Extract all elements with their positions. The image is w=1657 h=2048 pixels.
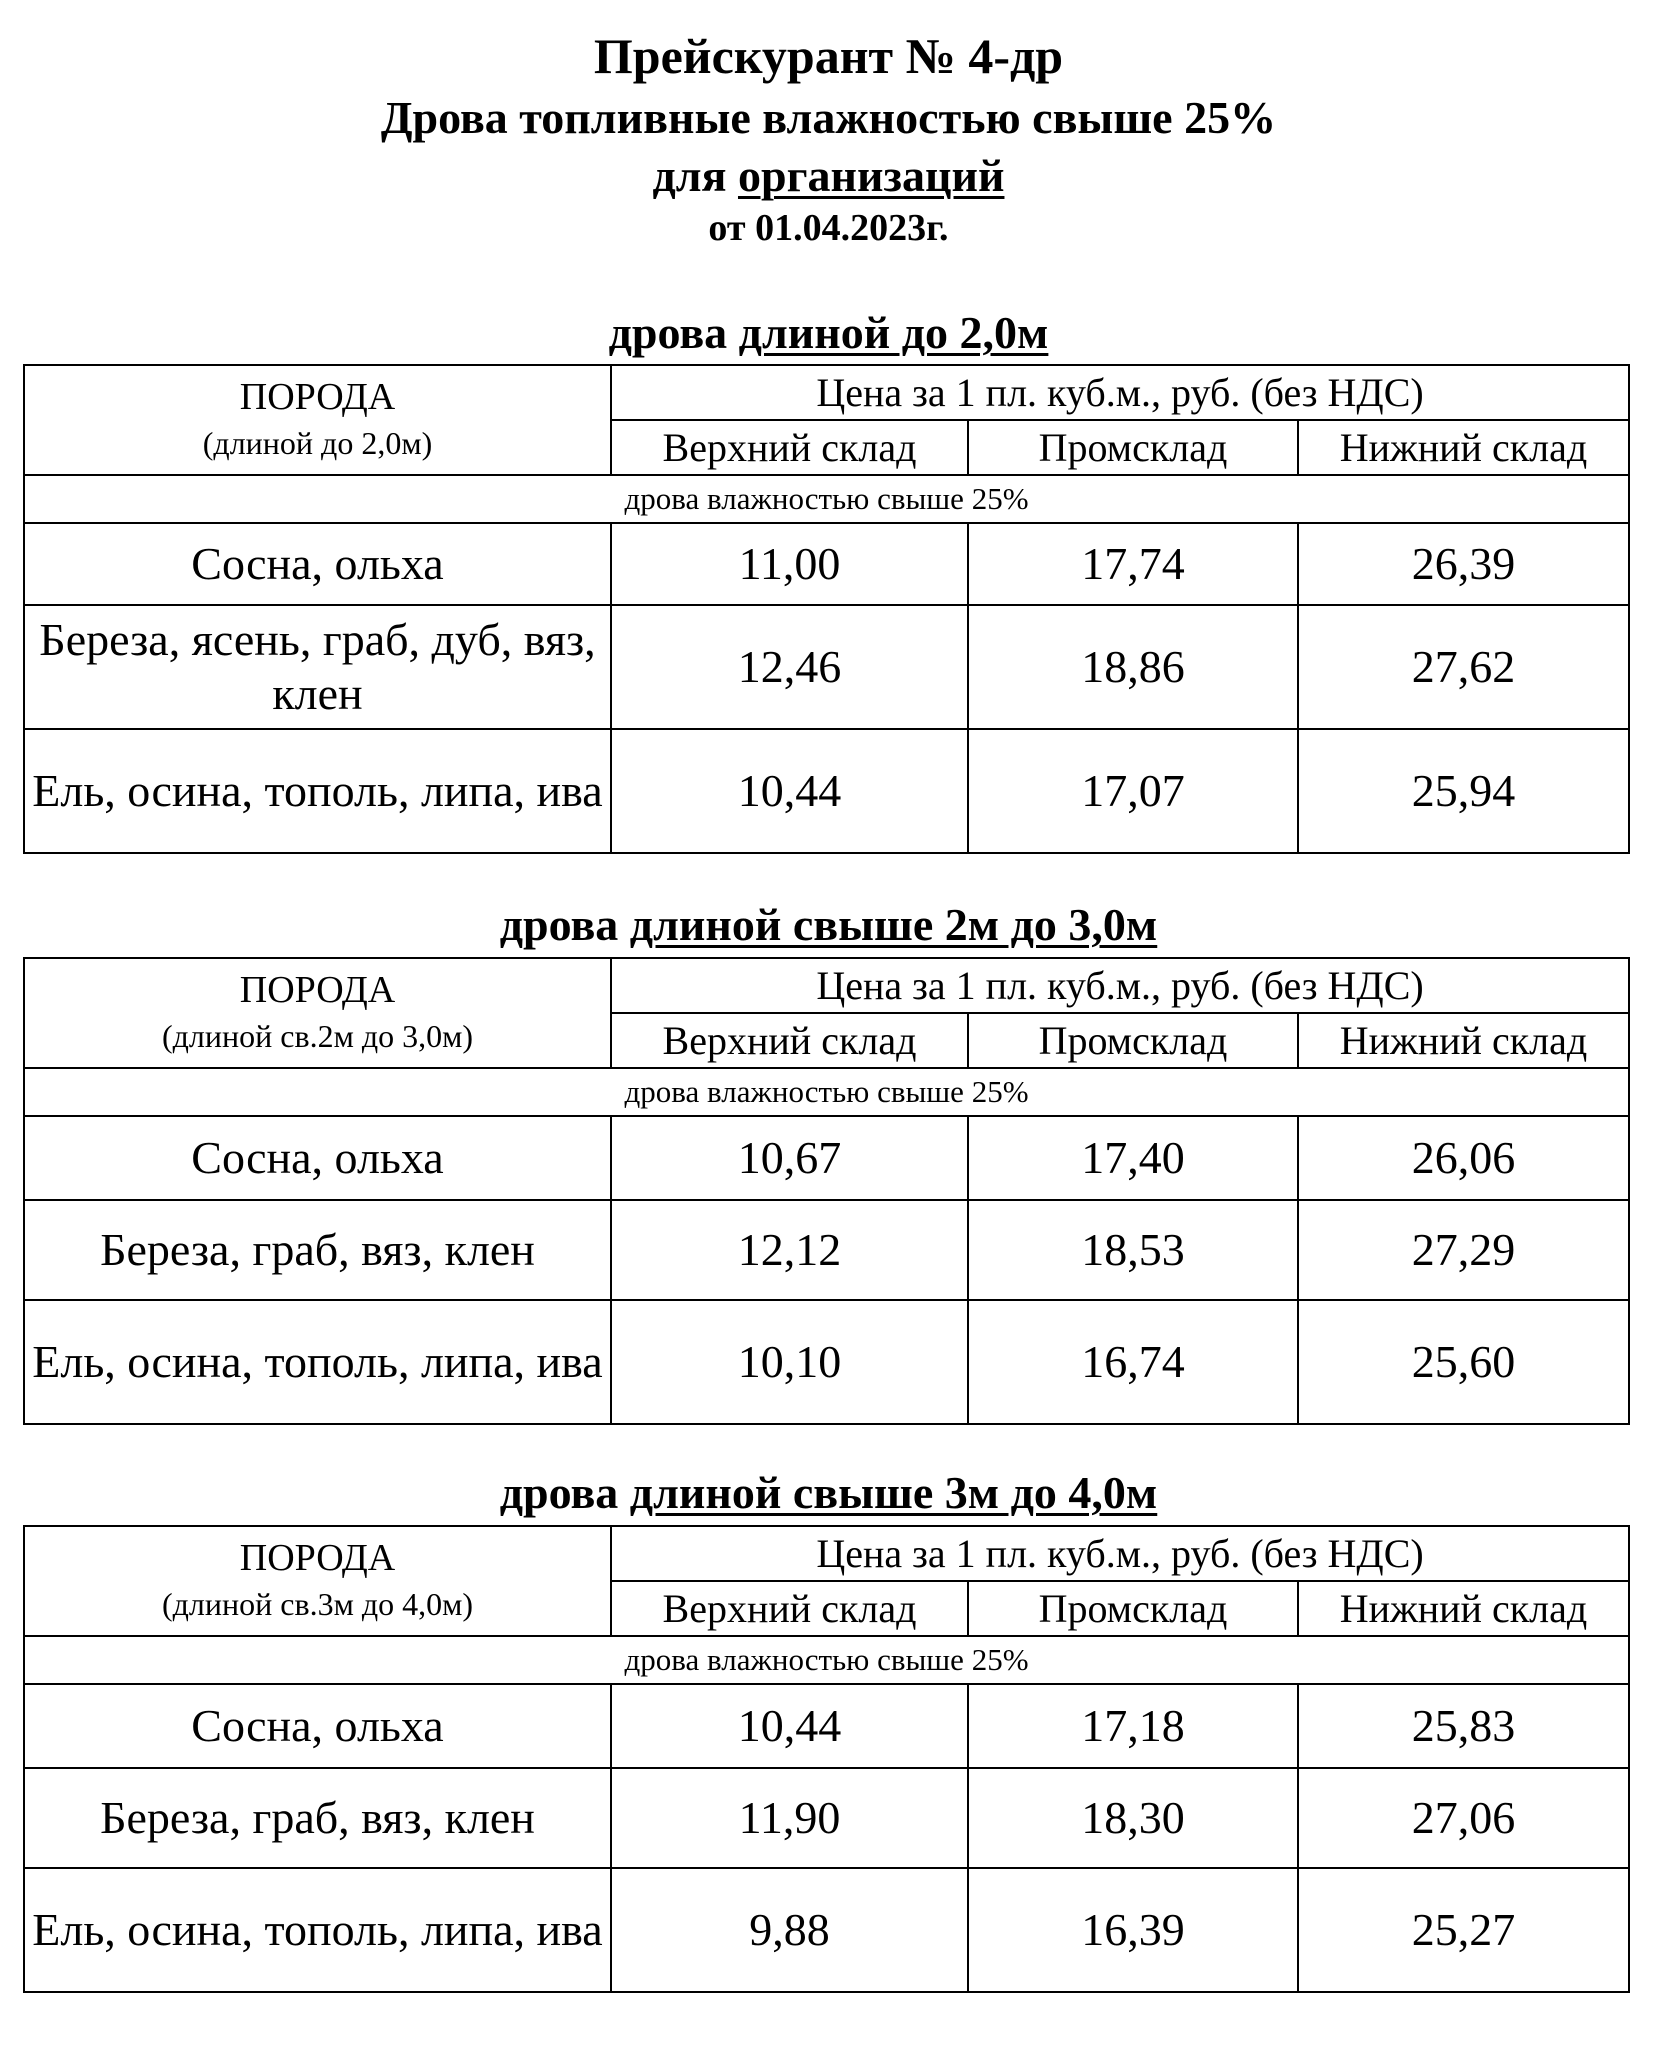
- upper-warehouse-header: Верхний склад: [611, 1013, 968, 1068]
- moisture-row: дрова влажностью свыше 25%: [24, 1068, 1629, 1116]
- section-title-prefix: дрова: [499, 899, 619, 950]
- table-row: [24, 1300, 1629, 1424]
- breed-cell: Ель, осина, тополь, липа, ива: [24, 1300, 611, 1424]
- prom-price: 17,74: [968, 523, 1298, 605]
- audience-line: [0, 150, 1657, 203]
- effective-date: от 01.04.2023г.: [708, 207, 949, 250]
- prom-warehouse-header: Промсклад: [968, 1013, 1298, 1068]
- prom-price: 17,18: [968, 1684, 1298, 1768]
- lower-price: 26,06: [1298, 1116, 1629, 1200]
- breed-cell: Береза, ясень, граб, дуб, вяз, клен: [24, 605, 611, 729]
- price-header: Цена за 1 пл. куб.м., руб. (без НДС): [611, 1526, 1629, 1581]
- upper-price: 11,00: [611, 523, 968, 605]
- section-title: [0, 308, 1657, 358]
- breed-cell: Сосна, ольха: [24, 1684, 611, 1768]
- breed-header: [24, 958, 611, 1068]
- upper-price: 12,46: [611, 605, 968, 729]
- table-row: [24, 605, 1629, 729]
- prom-price: 17,40: [968, 1116, 1298, 1200]
- breed-length-note: (длиной св.3м до 4,0м): [161, 1586, 474, 1622]
- breed-cell: Сосна, ольха: [24, 1116, 611, 1200]
- price-table: [23, 364, 1630, 854]
- lower-price: 25,60: [1298, 1300, 1629, 1424]
- table-row: [24, 1868, 1629, 1992]
- section-title-main: длиной до 2,0м: [738, 307, 1049, 358]
- prom-price: 18,86: [968, 605, 1298, 729]
- breed-header: [24, 1526, 611, 1636]
- breed-cell: Сосна, ольха: [24, 523, 611, 605]
- table-row: [24, 523, 1629, 605]
- breed-header: [24, 365, 611, 475]
- document-header: [0, 28, 1657, 251]
- lower-price: 27,06: [1298, 1768, 1629, 1868]
- lower-price: 26,39: [1298, 523, 1629, 605]
- document-subtitle: Дрова топливные влажностью свыше 25%: [380, 91, 1277, 143]
- section-title-prefix: дрова: [608, 307, 728, 358]
- breed-header-label: ПОРОДА: [239, 969, 396, 1012]
- breed-cell: Ель, осина, тополь, липа, ива: [24, 1868, 611, 1992]
- price-header: Цена за 1 пл. куб.м., руб. (без НДС): [611, 365, 1629, 420]
- audience-prefix: для: [652, 150, 727, 202]
- table-row: [24, 1116, 1629, 1200]
- upper-price: 9,88: [611, 1868, 968, 1992]
- upper-price: 10,67: [611, 1116, 968, 1200]
- lower-price: 27,62: [1298, 605, 1629, 729]
- table-row: [24, 729, 1629, 853]
- prom-warehouse-header: Промсклад: [968, 420, 1298, 475]
- section-title: [0, 900, 1657, 950]
- audience: организаций: [737, 150, 1005, 202]
- breed-length-note: (длиной до 2,0м): [202, 425, 433, 461]
- moisture-row: дрова влажностью свыше 25%: [24, 1636, 1629, 1684]
- lower-price: 25,83: [1298, 1684, 1629, 1768]
- section-title-prefix: дрова: [499, 1467, 619, 1518]
- prom-warehouse-header: Промсклад: [968, 1581, 1298, 1636]
- prom-price: 18,53: [968, 1200, 1298, 1300]
- price-table: [23, 957, 1630, 1425]
- prom-price: 16,39: [968, 1868, 1298, 1992]
- upper-price: 12,12: [611, 1200, 968, 1300]
- table-row: [24, 1768, 1629, 1868]
- upper-price: 10,44: [611, 729, 968, 853]
- table-row: [24, 1684, 1629, 1768]
- upper-price: 10,44: [611, 1684, 968, 1768]
- breed-header-label: ПОРОДА: [239, 1537, 396, 1580]
- upper-price: 11,90: [611, 1768, 968, 1868]
- prom-price: 17,07: [968, 729, 1298, 853]
- upper-warehouse-header: Верхний склад: [611, 420, 968, 475]
- breed-header-label: ПОРОДА: [239, 376, 396, 419]
- section-title-main: длиной свыше 3м до 4,0м: [629, 1467, 1158, 1518]
- table-row: [24, 1200, 1629, 1300]
- price-header: Цена за 1 пл. куб.м., руб. (без НДС): [611, 958, 1629, 1013]
- breed-cell: Береза, граб, вяз, клен: [24, 1768, 611, 1868]
- breed-cell: Береза, граб, вяз, клен: [24, 1200, 611, 1300]
- lower-price: 25,27: [1298, 1868, 1629, 1992]
- lower-price: 25,94: [1298, 729, 1629, 853]
- price-table: [23, 1525, 1630, 1993]
- breed-cell: Ель, осина, тополь, липа, ива: [24, 729, 611, 853]
- lower-warehouse-header: Нижний склад: [1298, 420, 1629, 475]
- lower-price: 27,29: [1298, 1200, 1629, 1300]
- upper-warehouse-header: Верхний склад: [611, 1581, 968, 1636]
- document-title: Прейскурант № 4-др: [593, 28, 1064, 84]
- breed-length-note: (длиной св.2м до 3,0м): [161, 1018, 474, 1054]
- lower-warehouse-header: Нижний склад: [1298, 1013, 1629, 1068]
- prom-price: 16,74: [968, 1300, 1298, 1424]
- prom-price: 18,30: [968, 1768, 1298, 1868]
- section-title: [0, 1468, 1657, 1518]
- lower-warehouse-header: Нижний склад: [1298, 1581, 1629, 1636]
- upper-price: 10,10: [611, 1300, 968, 1424]
- moisture-row: дрова влажностью свыше 25%: [24, 475, 1629, 523]
- section-title-main: длиной свыше 2м до 3,0м: [629, 899, 1158, 950]
